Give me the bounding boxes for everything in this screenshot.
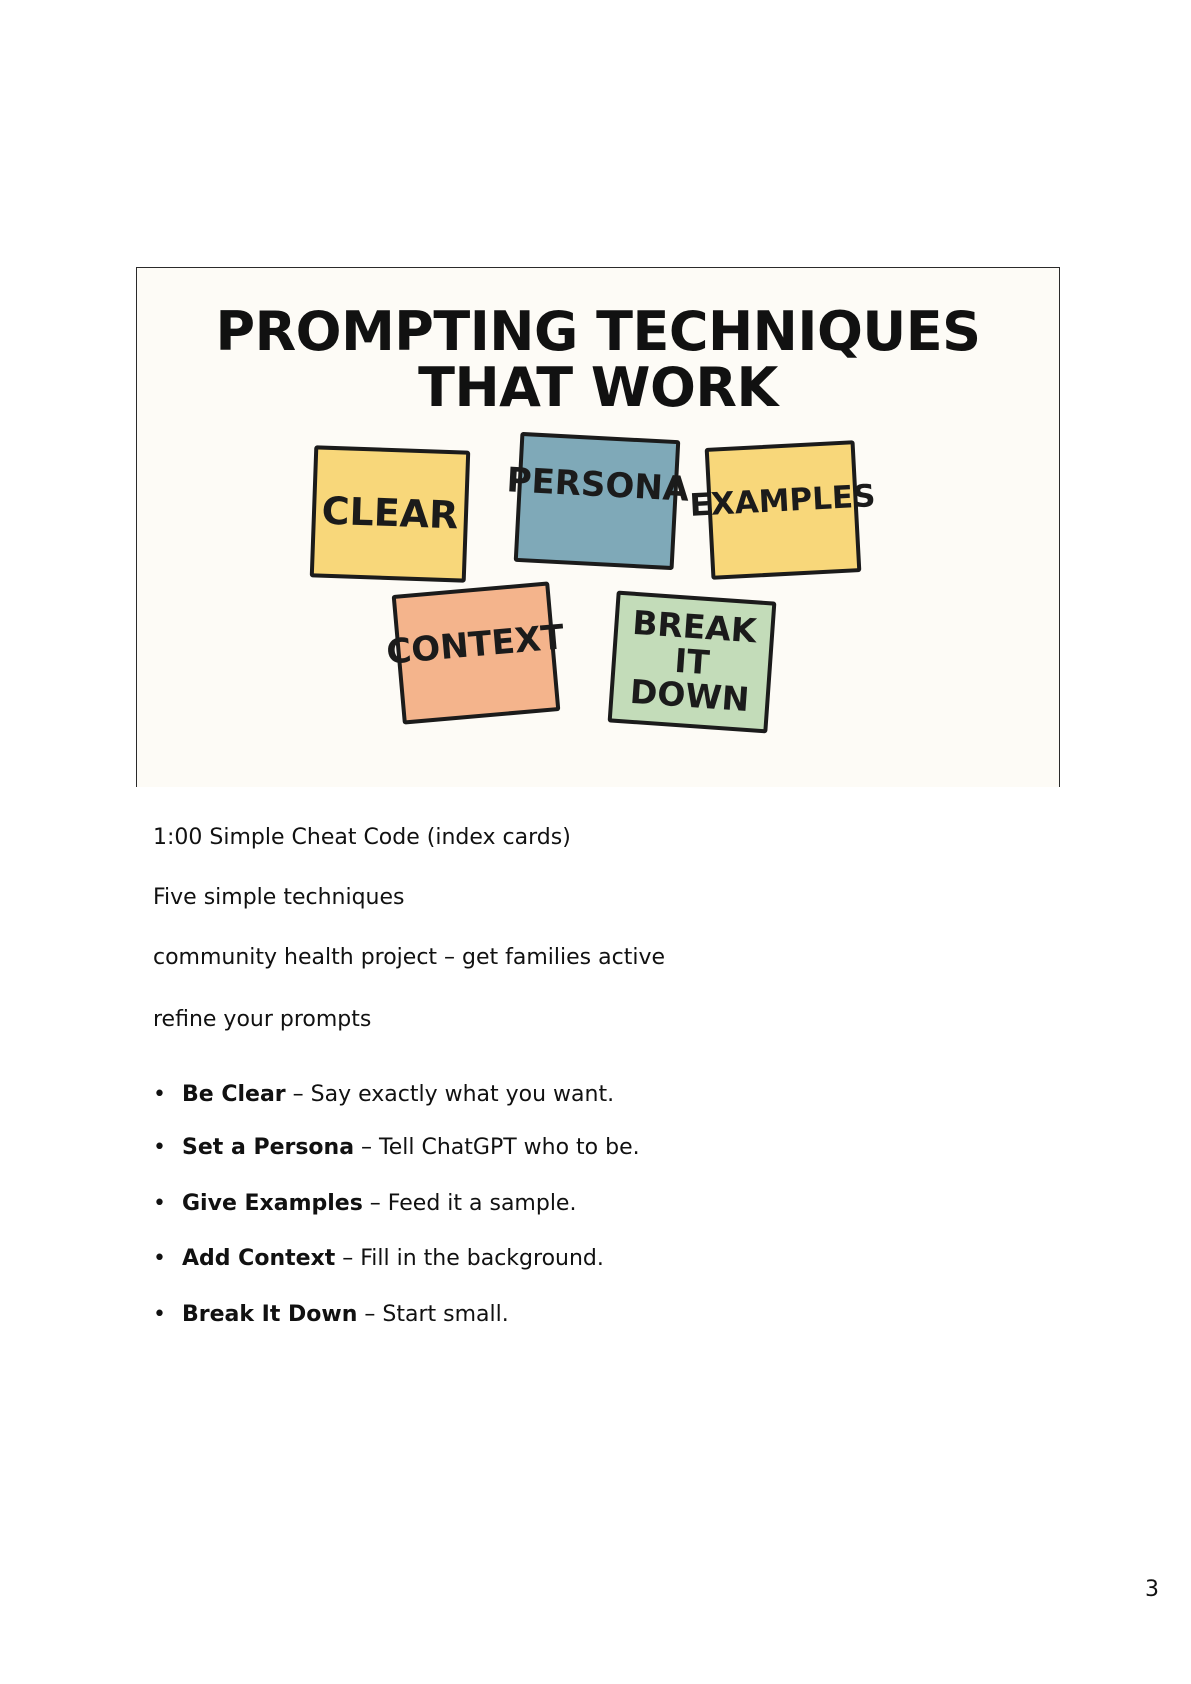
list-item [153, 1246, 604, 1271]
card-persona: PERSONA [514, 432, 681, 570]
slide-title-line1: PROMPTING TECHNIQUES [215, 300, 981, 363]
bullet-icon: • [153, 1191, 166, 1216]
list-item [153, 1191, 576, 1216]
technique-term: Break It Down [182, 1302, 358, 1327]
bullet-icon: • [153, 1302, 166, 1327]
list-item [153, 1135, 640, 1160]
technique-description: – Feed it a sample. [362, 1191, 577, 1216]
page-number: 3 [1145, 1577, 1159, 1602]
list-item [153, 1302, 509, 1327]
card-context: CONTEXT [392, 581, 561, 724]
note-line: Five simple techniques [153, 885, 405, 910]
bullet-icon: • [153, 1082, 166, 1107]
technique-term: Be Clear [182, 1082, 286, 1107]
bullet-icon: • [153, 1135, 166, 1160]
technique-description: – Start small. [357, 1302, 509, 1327]
slide-title-line2: THAT WORK [418, 356, 778, 419]
slide-image [136, 267, 1060, 787]
technique-term: Give Examples [182, 1191, 363, 1216]
note-line: refine your prompts [153, 1007, 372, 1032]
technique-description: – Fill in the background. [335, 1246, 604, 1271]
card-break-line2: DOWN [628, 672, 751, 720]
card-break-it-down [608, 591, 777, 734]
technique-term: Set a Persona [182, 1135, 355, 1160]
list-item [153, 1082, 614, 1107]
bullet-icon: • [153, 1246, 166, 1271]
slide-title [137, 300, 1059, 419]
technique-description: – Tell ChatGPT who to be. [354, 1135, 640, 1160]
card-break-line1: BREAK IT [631, 602, 758, 682]
technique-description: – Say exactly what you want. [285, 1082, 615, 1107]
card-clear: CLEAR [310, 445, 471, 582]
card-examples: EXAMPLES [705, 440, 862, 580]
note-line: 1:00 Simple Cheat Code (index cards) [153, 825, 571, 850]
note-line: community health project – get families active [153, 945, 666, 970]
technique-term: Add Context [182, 1246, 336, 1271]
